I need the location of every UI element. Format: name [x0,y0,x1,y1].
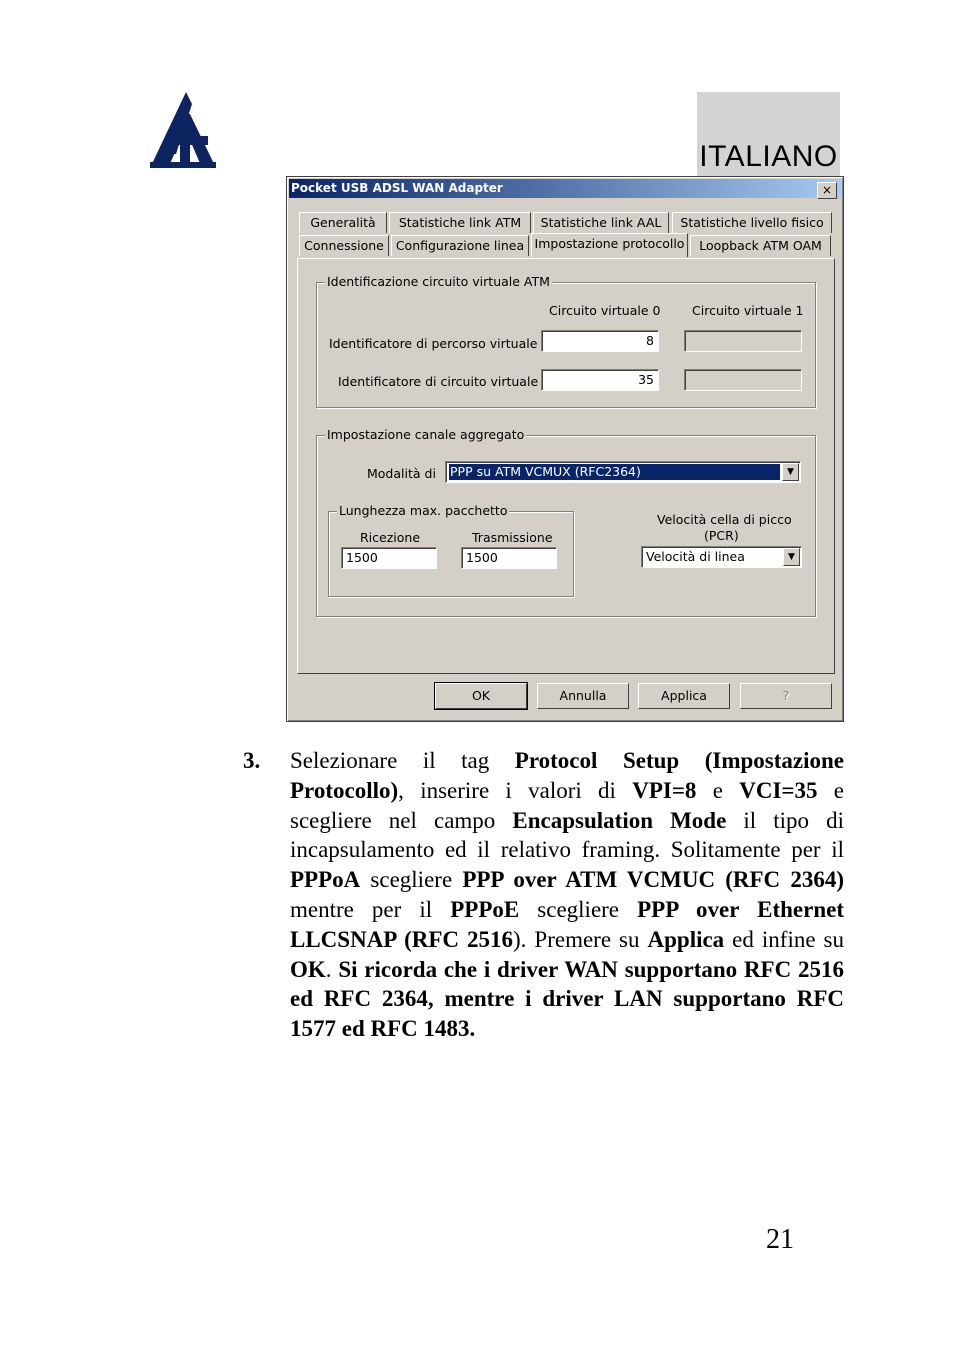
tx-packet-input[interactable]: 1500 [461,547,557,569]
protocol-settings-panel [297,258,835,674]
instruction-segment: scegliere [519,896,638,922]
apply-button[interactable]: Applica [638,683,730,709]
instruction-segment: PPP over ATM VCMUC (RFC 2364) [462,867,844,893]
vpi-vc1-input[interactable] [684,330,802,352]
vc-identification-group [316,274,816,408]
language-label: ITALIANO [699,140,838,173]
atlantis-logo-icon [146,92,220,170]
instruction-segment: PPPoA [290,867,361,893]
tab-impostazione-protocollo[interactable]: Impostazione protocollo [531,233,688,257]
chevron-down-icon[interactable]: ▼ [783,548,800,566]
agg-group-label: Impostazione canale aggregato [327,427,525,442]
instruction-segment: ). Premere su [513,926,648,952]
close-button[interactable]: × [817,182,837,199]
instruction-segment: scegliere [360,867,463,893]
vpi-label: Identificatore di percorso virtuale [329,336,538,351]
pcr-select[interactable] [641,546,802,568]
tab-statistiche-link-atm[interactable]: Statistiche link ATM [389,212,531,233]
vc-group-label: Identificazione circuito virtuale ATM [327,274,550,289]
instruction-segment: Encapsulation Mode [512,807,727,833]
help-button[interactable]: ? [740,683,832,709]
tab-generalita[interactable]: Generalità [299,212,387,233]
pcr-value: Velocità di linea [646,549,745,564]
window-title: Pocket USB ADSL WAN Adapter [291,181,503,195]
chevron-down-icon[interactable]: ▼ [782,463,799,481]
vc1-column-header: Circuito virtuale 1 [692,303,804,318]
packet-group-label: Lunghezza max. pacchetto [339,503,508,518]
vpi-vc0-input[interactable]: 8 [541,330,659,352]
instruction-segment: ed infine su [724,926,844,952]
tab-connessione[interactable]: Connessione [299,235,389,256]
instruction-segment: il tipo di incapsulamento ed il relativo framing. Solitamente per il [290,807,844,863]
pcr-label-line1: Velocità cella di picco [657,512,792,527]
instruction-segment: Si ricorda che i driver WAN supportano RFC 2516 ed RFC 2364, mentre i driver LAN supportano RFC 1577 ed RFC 1483. [290,956,844,1042]
instruction-segment: Applica [647,926,725,952]
tab-statistiche-livello-fisico[interactable]: Statistiche livello fisico [672,212,832,233]
vc0-column-header: Circuito virtuale 0 [549,303,661,318]
instruction-segment: , inserire i valori di [398,777,633,803]
encapsulation-mode-select[interactable] [445,461,801,483]
vci-vc1-input[interactable] [684,369,802,391]
mode-label: Modalità di [367,466,436,481]
instruction-segment: e [696,777,740,803]
tx-label: Trasmissione [472,530,553,545]
aggregated-channel-group [316,427,816,617]
step-number: 3. [243,748,261,773]
ok-button[interactable]: OK [435,683,527,709]
instruction-segment: PPP over Ethernet LLCSNAP (RFC 2516 [290,896,844,952]
instruction-segment: Protocol Setup (Impostazione Protocollo) [290,748,844,803]
rx-label: Ricezione [360,530,421,545]
page-number: 21 [766,1224,794,1255]
step-instructions [290,746,844,1044]
title-bar [289,179,841,198]
tab-loopback-atm-oam[interactable]: Loopback ATM OAM [690,235,831,256]
instruction-segment: PPPoE [450,896,520,922]
rx-packet-input[interactable]: 1500 [341,547,437,569]
instruction-segment: VPI=8 [632,777,697,803]
tab-statistiche-link-aal[interactable]: Statistiche link AAL [533,212,669,233]
adsl-properties-dialog [286,176,844,722]
instruction-segment: mentre per il [290,896,451,922]
pcr-label-line2: (PCR) [704,528,739,543]
instruction-segment: Selezionare il tag [290,748,515,773]
instruction-segment: VCI=35 [739,777,818,803]
tab-configurazione-linea[interactable]: Configurazione linea [391,235,529,256]
vci-vc0-input[interactable]: 35 [541,369,659,391]
cancel-button[interactable]: Annulla [537,683,629,709]
instruction-segment: . [325,956,339,982]
packet-length-group [328,503,574,597]
instruction-segment: OK [290,956,326,982]
encapsulation-mode-value: PPP su ATM VCMUX (RFC2364) [449,464,780,480]
instruction-segment: e scegliere nel campo [290,777,844,833]
vci-label: Identificatore di circuito virtuale [338,374,539,389]
